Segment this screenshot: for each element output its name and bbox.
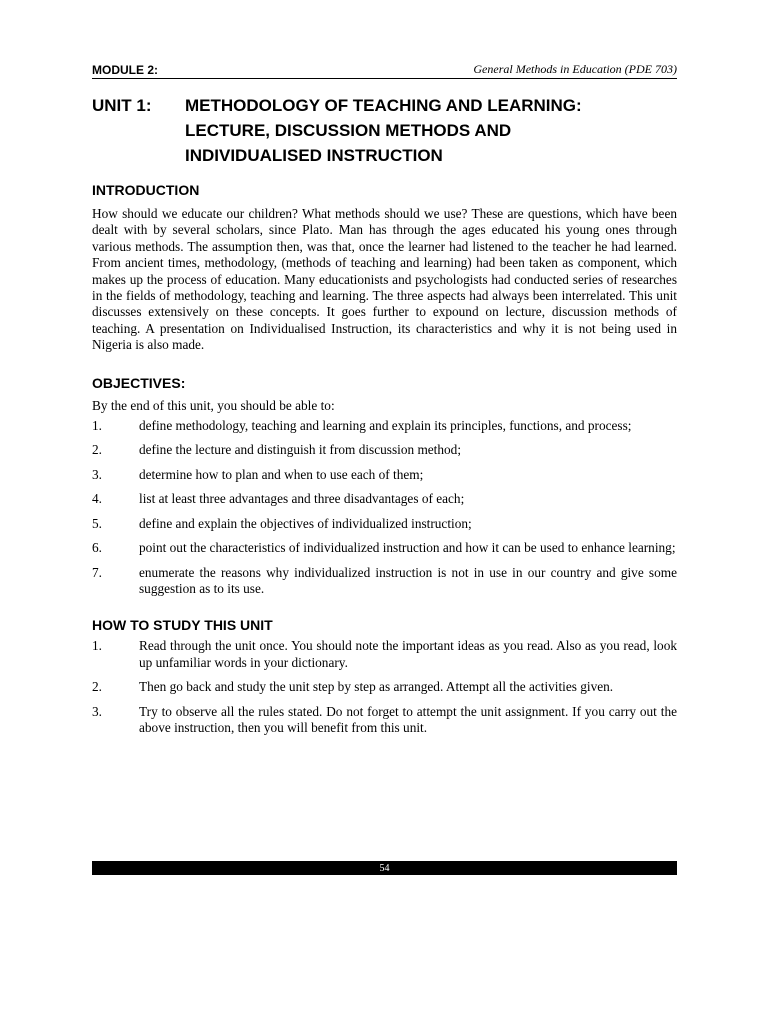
objectives-lead: By the end of this unit, you should be able to: [92, 397, 335, 413]
how-to-study-heading: HOW TO STUDY THIS UNIT [92, 617, 273, 634]
item-number: 7. [92, 564, 102, 580]
item-text: determine how to plan and when to use each of them; [139, 466, 424, 482]
item-text: point out the characteristics of individualized instruction and how it can be used to enhance learning; [139, 540, 676, 556]
item-number: 5. [92, 515, 102, 531]
list-item [92, 638, 677, 671]
module-label: MODULE 2: [92, 63, 158, 77]
list-item [92, 540, 677, 556]
unit-title [185, 93, 677, 168]
item-number: 6. [92, 540, 102, 556]
item-number: 3. [92, 466, 102, 482]
item-number: 2. [92, 679, 102, 695]
item-number: 2. [92, 442, 102, 458]
list-item [92, 516, 677, 532]
unit-heading [92, 93, 677, 168]
item-number: 1. [92, 638, 102, 654]
unit-title-line: METHODOLOGY OF TEACHING AND LEARNING: [185, 96, 582, 115]
item-text: define methodology, teaching and learning and explain its principles, functions, and process; [139, 418, 632, 434]
list-item [92, 704, 677, 737]
introduction-heading: INTRODUCTION [92, 182, 200, 198]
item-number: 4. [92, 491, 102, 507]
unit-label: UNIT 1: [92, 96, 152, 115]
list-item [92, 442, 677, 458]
list-item [92, 491, 677, 507]
item-number: 3. [92, 703, 102, 719]
list-item [92, 467, 677, 483]
objectives-list [92, 418, 677, 597]
unit-title-line: INDIVIDUALISED INSTRUCTION [185, 146, 443, 165]
item-text: enumerate the reasons why individualized instruction is not in use in our country and give some suggestion as to its use. [139, 564, 677, 596]
unit-title-line: LECTURE, DISCUSSION METHODS AND [185, 121, 512, 140]
how-to-study-list [92, 638, 677, 736]
introduction-paragraph: How should we educate our children? What methods should we use? These are questions, which have been dealt with by several scholars, since Plato. Man has through the ages educated his young ones through various methods. The assumption then, was that, once the learner had listened to the teacher he had learned. From ancient times, methodology, (methods of teaching and learning) had been taken as component, which makes up the process of education. Many educationists and psychologists had conducted series of researches in the fields of methodology, teaching and learning. The three aspects had always been interrelated. This unit discusses extensively on these concepts. It goes further to expound on lecture, discussion methods of teaching. A presentation on Individualised Instruction, its characteristics and why it is not being used in Nigeria is also made. [92, 206, 677, 353]
item-text: define the lecture and distinguish it from discussion method; [139, 442, 462, 458]
item-number: 1. [92, 418, 102, 434]
item-text: Try to observe all the rules stated. Do not forget to attempt the unit assignment. If you carry out the above instruction, then you will benefit from this unit. [139, 703, 677, 735]
item-text: list at least three advantages and three disadvantages of each; [139, 491, 465, 507]
list-item [92, 565, 677, 598]
document-page [92, 62, 677, 744]
objectives-heading: OBJECTIVES: [92, 374, 186, 391]
running-header [92, 62, 677, 79]
page-footer-bar [92, 861, 677, 875]
item-text: define and explain the objectives of individualized instruction; [139, 515, 472, 531]
list-item [92, 418, 677, 434]
list-item [92, 679, 677, 695]
course-title: General Methods in Education (PDE 703) [473, 62, 677, 76]
item-text: Read through the unit once. You should note the important ideas as you read. Also as you read, look up unfamiliar words in your dictionary. [139, 638, 677, 670]
page-number: 54 [379, 862, 390, 874]
item-text: Then go back and study the unit step by step as arranged. Attempt all the activities given. [139, 679, 614, 695]
